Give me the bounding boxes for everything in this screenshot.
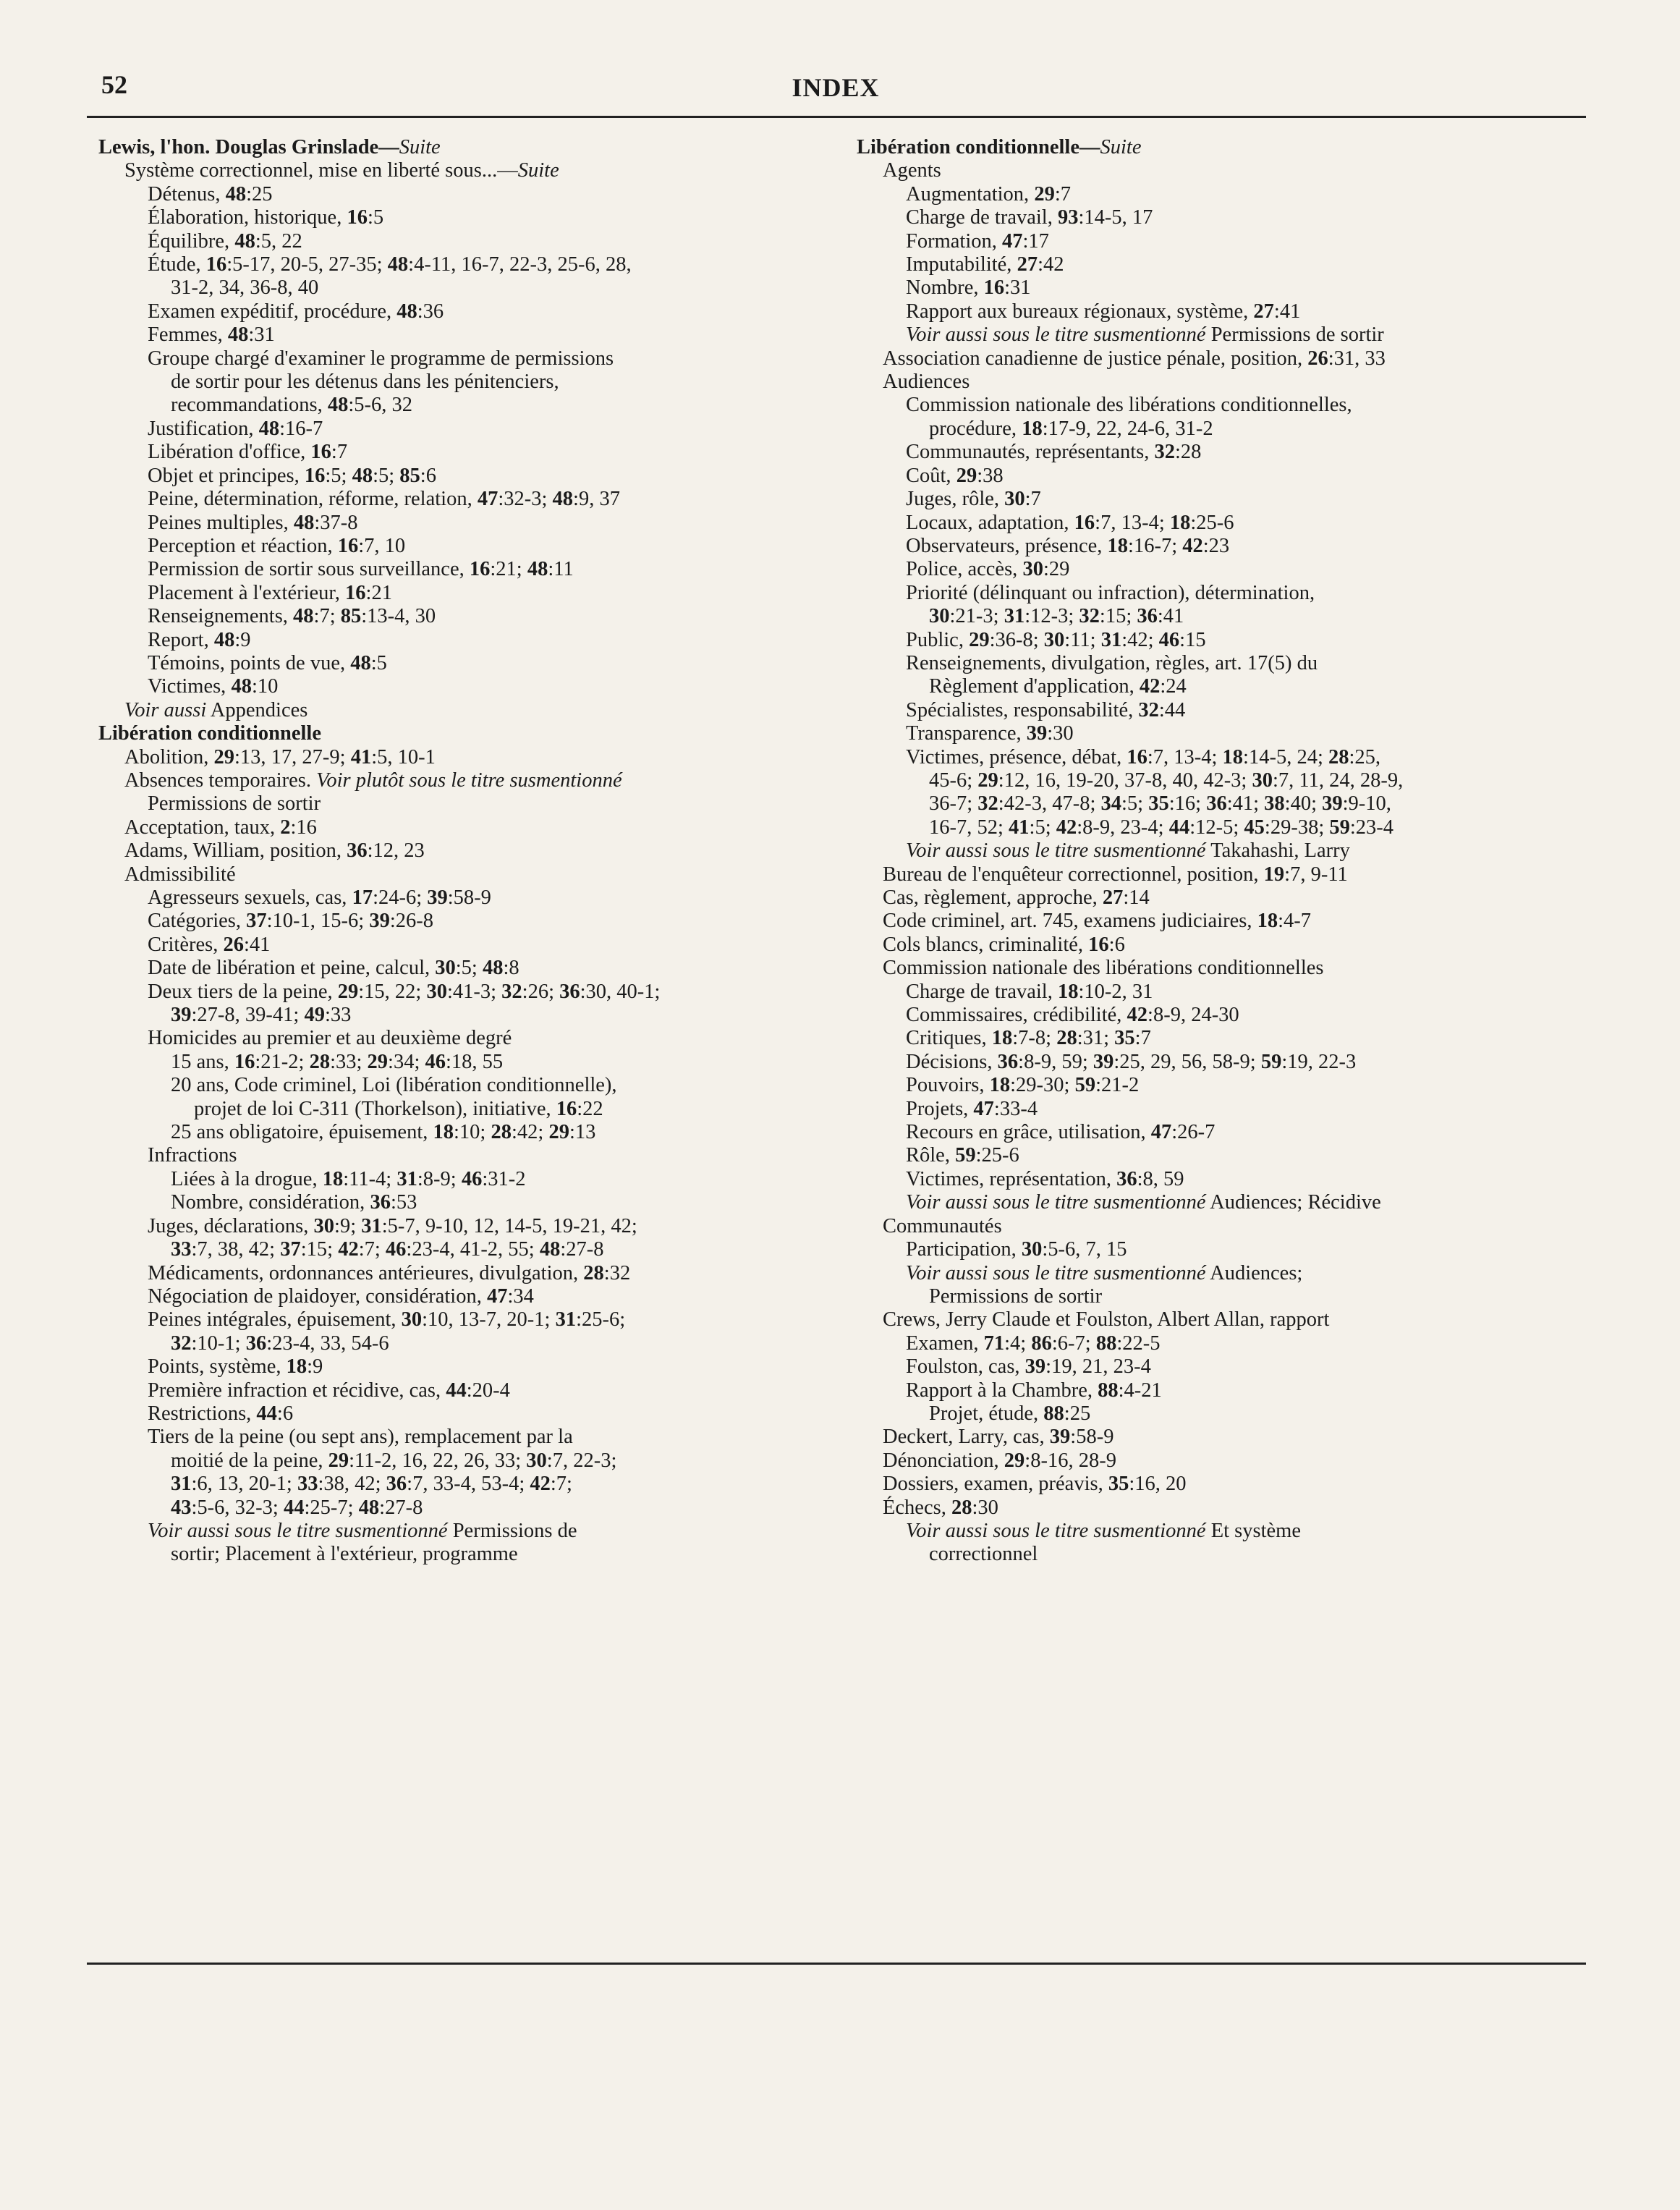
index-entry: Rapport aux bureaux régionaux, système, 27:41 — [906, 300, 1301, 323]
index-entry: Examen, 71:4; 86:6-7; 88:22-5 — [906, 1331, 1161, 1355]
index-entry: Transparence, 39:30 — [906, 722, 1074, 745]
index-entry: 45-6; 29:12, 16, 19-20, 37-8, 40, 42-3; 30:7, 11, 24, 28-9, — [929, 769, 1404, 792]
index-entry: Permissions de sortir — [929, 1284, 1103, 1308]
index-entry: 20 ans, Code criminel, Loi (libération conditionnelle), — [171, 1074, 617, 1097]
index-entry: Spécialistes, responsabilité, 32:44 — [906, 698, 1186, 721]
index-entry: Projet, étude, 88:25 — [929, 1402, 1091, 1425]
index-entry: Date de libération et peine, calcul, 30:5; 48:8 — [148, 957, 519, 980]
index-entry: 43:5-6, 32-3; 44:25-7; 48:27-8 — [171, 1496, 423, 1519]
index-entry: Commission nationale des libérations conditionnelles — [883, 957, 1324, 980]
index-entry: Catégories, 37:10-1, 15-6; 39:26-8 — [148, 910, 434, 933]
index-entry: Charge de travail, 18:10-2, 31 — [906, 980, 1153, 1003]
index-entry: Public, 29:36-8; 30:11; 31:42; 46:15 — [906, 628, 1206, 651]
index-entry: Tiers de la peine (ou sept ans), remplacement par la — [148, 1426, 573, 1449]
index-entry: Permissions de sortir — [148, 792, 321, 816]
index-entry: Communautés, représentants, 32:28 — [906, 441, 1202, 464]
index-entry: procédure, 18:17-9, 22, 24-6, 31-2 — [929, 417, 1213, 440]
index-entry: Élaboration, historique, 16:5 — [148, 206, 384, 229]
index-entry: Voir aussi sous le titre susmentionné Permissions de — [148, 1519, 577, 1542]
index-entry: Report, 48:9 — [148, 628, 251, 651]
index-entry: Renseignements, 48:7; 85:13-4, 30 — [148, 605, 436, 628]
index-entry: Libération conditionnelle — [98, 722, 321, 745]
index-entry: Voir aussi sous le titre susmentionné Audiences; — [906, 1261, 1303, 1284]
index-entry: recommandations, 48:5-6, 32 — [171, 394, 413, 417]
index-entry: Homicides au premier et au deuxième degré — [148, 1027, 512, 1050]
index-entry: Voir aussi Appendices — [124, 698, 308, 721]
index-entry: Système correctionnel, mise en liberté sous...—Suite — [124, 159, 559, 182]
index-entry: Règlement d'application, 42:24 — [929, 675, 1187, 698]
index-entry: Audiences — [883, 371, 970, 394]
index-entry: Équilibre, 48:5, 22 — [148, 229, 302, 253]
index-entry: Restrictions, 44:6 — [148, 1402, 294, 1425]
index-entry: Objet et principes, 16:5; 48:5; 85:6 — [148, 464, 436, 487]
index-entry: 30:21-3; 31:12-3; 32:15; 36:41 — [929, 605, 1184, 628]
header-rule — [87, 116, 1586, 118]
index-entry: Observateurs, présence, 18:16-7; 42:23 — [906, 534, 1230, 557]
index-entry: Perception et réaction, 16:7, 10 — [148, 534, 406, 557]
index-entry: Rapport à la Chambre, 88:4-21 — [906, 1379, 1162, 1402]
index-entry: 36-7; 32:42-3, 47-8; 34:5; 35:16; 36:41; 38:40; 39:9-10, — [929, 792, 1391, 816]
index-entry: Voir aussi sous le titre susmentionné Permissions de sortir — [906, 323, 1384, 347]
index-entry: Justification, 48:16-7 — [148, 417, 323, 440]
index-entry: 25 ans obligatoire, épuisement, 18:10; 28:42; 29:13 — [171, 1121, 596, 1144]
index-entry: Adams, William, position, 36:12, 23 — [124, 839, 425, 863]
index-entry: Deckert, Larry, cas, 39:58-9 — [883, 1426, 1114, 1449]
index-entry: Recours en grâce, utilisation, 47:26-7 — [906, 1121, 1216, 1144]
index-column-right — [857, 136, 1580, 1567]
index-entry: Groupe chargé d'examiner le programme de permissions — [148, 347, 614, 370]
index-entry: Absences temporaires. Voir plutôt sous le titre susmentionné — [124, 769, 622, 792]
index-entry: Cols blancs, criminalité, 16:6 — [883, 933, 1125, 956]
index-entry: Libération conditionnelle—Suite — [857, 136, 1142, 158]
index-entry: Agents — [883, 159, 941, 182]
index-entry: Police, accès, 30:29 — [906, 558, 1070, 581]
footer-rule — [87, 1963, 1586, 1965]
index-entry: Femmes, 48:31 — [148, 323, 275, 347]
index-entry: Priorité (délinquant ou infraction), détermination, — [906, 581, 1315, 604]
index-entry: Témoins, points de vue, 48:5 — [148, 651, 387, 674]
index-entry: moitié de la peine, 29:11-2, 16, 22, 26, 33; 30:7, 22-3; — [171, 1449, 617, 1472]
index-entry: Lewis, l'hon. Douglas Grinslade—Suite — [98, 136, 441, 158]
index-entry: Permission de sortir sous surveillance, 16:21; 48:11 — [148, 558, 574, 581]
index-entry: Nombre, 16:31 — [906, 276, 1031, 300]
index-entry: Points, système, 18:9 — [148, 1355, 323, 1379]
index-entry: Acceptation, taux, 2:16 — [124, 816, 317, 839]
page-number: 52 — [101, 70, 127, 99]
index-entry: Bureau de l'enquêteur correctionnel, position, 19:7, 9-11 — [883, 863, 1348, 886]
index-entry: Dénonciation, 29:8-16, 28-9 — [883, 1449, 1116, 1472]
index-entry: Coût, 29:38 — [906, 464, 1004, 487]
index-entry: Projets, 47:33-4 — [906, 1097, 1038, 1120]
index-entry: Médicaments, ordonnances antérieures, divulgation, 28:32 — [148, 1261, 631, 1284]
index-entry: Première infraction et récidive, cas, 44:20-4 — [148, 1379, 510, 1402]
index-entry: 16-7, 52; 41:5; 42:8-9, 23-4; 44:12-5; 45:29-38; 59:23-4 — [929, 816, 1394, 839]
index-entry: Participation, 30:5-6, 7, 15 — [906, 1238, 1127, 1261]
index-entry: Nombre, considération, 36:53 — [171, 1191, 417, 1214]
index-entry: Formation, 47:17 — [906, 229, 1049, 253]
index-entry: Commission nationale des libérations conditionnelles, — [906, 394, 1352, 417]
index-entry: Voir aussi sous le titre susmentionné Audiences; Récidive — [906, 1191, 1381, 1214]
index-entry: Imputabilité, 27:42 — [906, 253, 1064, 276]
index-entry: Charge de travail, 93:14-5, 17 — [906, 206, 1153, 229]
index-entry: Victimes, représentation, 36:8, 59 — [906, 1167, 1184, 1190]
index-entry: Foulston, cas, 39:19, 21, 23-4 — [906, 1355, 1151, 1379]
index-entry: 31-2, 34, 36-8, 40 — [171, 276, 319, 300]
index-entry: Crews, Jerry Claude et Foulston, Albert Allan, rapport — [883, 1308, 1330, 1331]
index-entry: Liées à la drogue, 18:11-4; 31:8-9; 46:31-2 — [171, 1167, 526, 1190]
index-entry: Placement à l'extérieur, 16:21 — [148, 581, 392, 604]
index-entry: 32:10-1; 36:23-4, 33, 54-6 — [171, 1331, 389, 1355]
index-entry: Communautés — [883, 1214, 1002, 1237]
index-entry: Libération d'office, 16:7 — [148, 441, 348, 464]
page-header — [101, 69, 1570, 110]
index-entry: Renseignements, divulgation, règles, art. 17(5) du — [906, 651, 1318, 674]
index-entry: Détenus, 48:25 — [148, 182, 273, 206]
index-entry: Dossiers, examen, préavis, 35:16, 20 — [883, 1473, 1187, 1496]
index-entry: Voir aussi sous le titre susmentionné Et système — [906, 1519, 1301, 1542]
index-entry: Juges, déclarations, 30:9; 31:5-7, 9-10, 12, 14-5, 19-21, 42; — [148, 1214, 637, 1237]
index-entry: sortir; Placement à l'extérieur, programme — [171, 1543, 518, 1566]
index-entry: Victimes, présence, débat, 16:7, 13-4; 18:14-5, 24; 28:25, — [906, 745, 1381, 769]
index-entry: Association canadienne de justice pénale, position, 26:31, 33 — [883, 347, 1386, 370]
index-entry: Critiques, 18:7-8; 28:31; 35:7 — [906, 1027, 1151, 1050]
index-entry: 31:6, 13, 20-1; 33:38, 42; 36:7, 33-4, 53-4; 42:7; — [171, 1473, 572, 1496]
index-entry: de sortir pour les détenus dans les pénitenciers, — [171, 371, 559, 394]
index-entry: Agresseurs sexuels, cas, 17:24-6; 39:58-9 — [148, 886, 491, 909]
index-entry: Code criminel, art. 745, examens judiciaires, 18:4-7 — [883, 910, 1312, 933]
index-entry: Pouvoirs, 18:29-30; 59:21-2 — [906, 1074, 1140, 1097]
index-entry: Cas, règlement, approche, 27:14 — [883, 886, 1150, 909]
index-entry: Échecs, 28:30 — [883, 1496, 998, 1519]
index-entry: Deux tiers de la peine, 29:15, 22; 30:41-3; 32:26; 36:30, 40-1; — [148, 980, 661, 1003]
index-column-left — [98, 136, 822, 1567]
index-entry: Victimes, 48:10 — [148, 675, 279, 698]
index-entry: Locaux, adaptation, 16:7, 13-4; 18:25-6 — [906, 511, 1234, 534]
index-entry: Décisions, 36:8-9, 59; 39:25, 29, 56, 58-9; 59:19, 22-3 — [906, 1050, 1357, 1073]
index-entry: Augmentation, 29:7 — [906, 182, 1071, 206]
index-entry: Peine, détermination, réforme, relation, 47:32-3; 48:9, 37 — [148, 488, 620, 511]
index-entry: Commissaires, crédibilité, 42:8-9, 24-30 — [906, 1004, 1239, 1027]
index-entry: Abolition, 29:13, 17, 27-9; 41:5, 10-1 — [124, 745, 436, 769]
index-entry: Voir aussi sous le titre susmentionné Takahashi, Larry — [906, 839, 1350, 863]
index-entry: correctionnel — [929, 1543, 1038, 1566]
index-entry: Critères, 26:41 — [148, 933, 271, 956]
index-entry: 15 ans, 16:21-2; 28:33; 29:34; 46:18, 55 — [171, 1050, 504, 1073]
index-entry: Examen expéditif, procédure, 48:36 — [148, 300, 444, 323]
index-entry: Étude, 16:5-17, 20-5, 27-35; 48:4-11, 16-7, 22-3, 25-6, 28, — [148, 253, 632, 276]
index-entry: Admissibilité — [124, 863, 236, 886]
index-entry: 33:7, 38, 42; 37:15; 42:7; 46:23-4, 41-2, 55; 48:27-8 — [171, 1238, 604, 1261]
index-entry: Peines multiples, 48:37-8 — [148, 511, 358, 534]
index-entry: Juges, rôle, 30:7 — [906, 488, 1041, 511]
index-entry: Rôle, 59:25-6 — [906, 1144, 1019, 1167]
running-title: INDEX — [792, 73, 880, 102]
index-entry: Négociation de plaidoyer, considération, 47:34 — [148, 1284, 534, 1308]
index-entry: 39:27-8, 39-41; 49:33 — [171, 1004, 352, 1027]
index-entry: projet de loi C-311 (Thorkelson), initiative, 16:22 — [194, 1097, 603, 1120]
index-entry: Peines intégrales, épuisement, 30:10, 13-7, 20-1; 31:25-6; — [148, 1308, 626, 1331]
index-entry: Infractions — [148, 1144, 237, 1167]
